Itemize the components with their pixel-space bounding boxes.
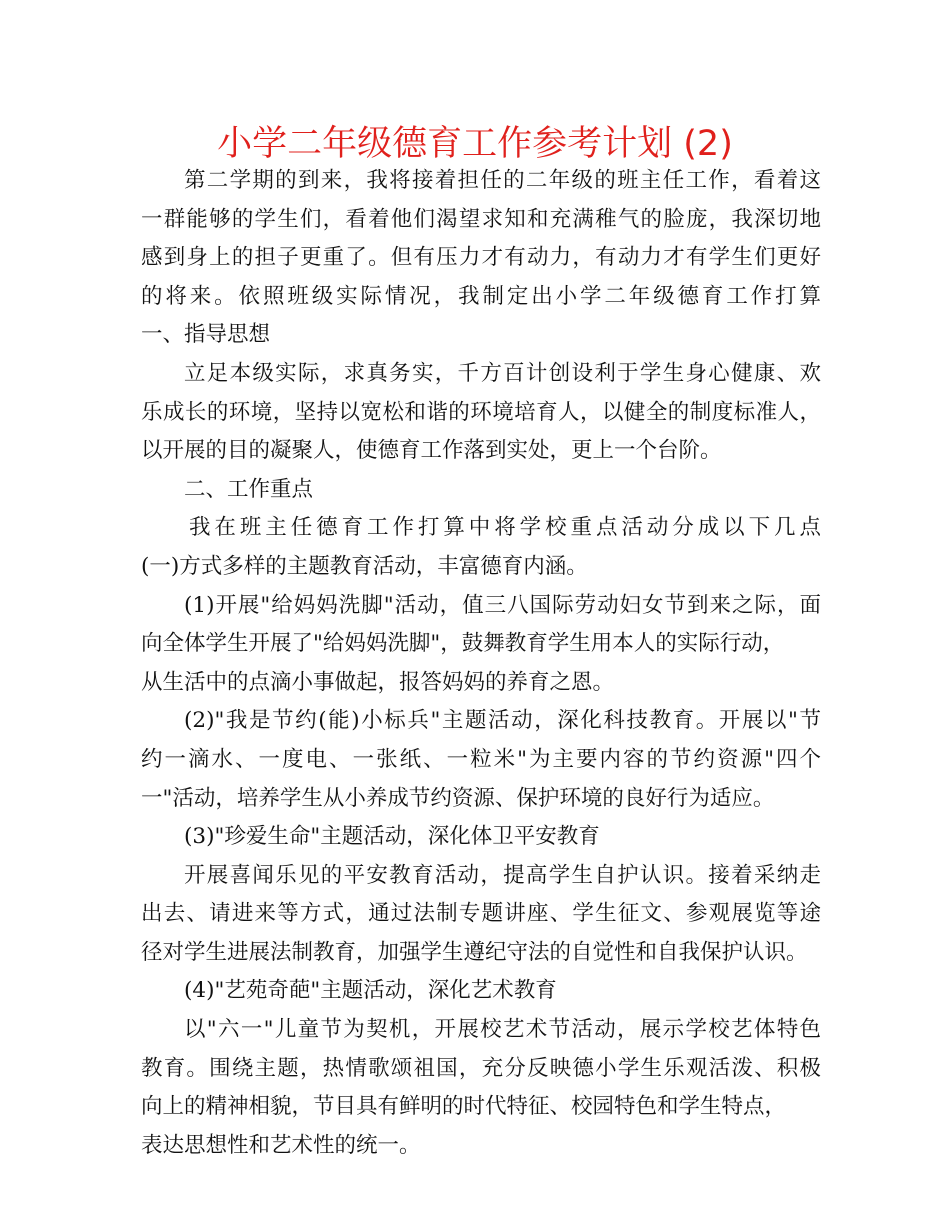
- paragraph-line: 出去、请进来等方式，通过法制专题讲座、学生征文、参观展览等途: [141, 901, 821, 927]
- paragraph-line: 一群能够的学生们，看着他们渴望求知和充满稚气的脸庞，我深切地: [141, 206, 821, 232]
- paragraph-line: (4)"艺苑奇葩"主题活动，深化艺术教育: [184, 978, 557, 1004]
- paragraph-line: 我在班主任德育工作打算中将学校重点活动分成以下几点: [189, 515, 821, 541]
- paragraph-line: 感到身上的担子更重了。但有压力才有动力，有动力才有学生们更好: [141, 245, 821, 271]
- paragraph-line: 从生活中的点滴小事做起，报答妈妈的养育之恩。: [141, 669, 615, 695]
- paragraph-line: 约一滴水、一度电、一张纸、一粒米"为主要内容的节约资源"四个: [141, 746, 821, 772]
- paragraph-line: 一"活动，培养学生从小养成节约资源、保护环境的良好行为适应。: [141, 785, 775, 811]
- paragraph-line: 第二学期的到来，我将接着担任的二年级的班主任工作，看着这: [184, 168, 821, 193]
- document-body: [141, 162, 821, 1165]
- paragraph-line: 以开展的目的凝聚人，使德育工作落到实处，更上一个台阶。: [141, 438, 722, 464]
- section-heading: 一、指导思想: [141, 322, 271, 348]
- paragraph-line: 向上的精神相貌，节目具有鲜明的时代特征、校园特色和学生特点，: [141, 1094, 787, 1120]
- paragraph-line: (1)开展"给妈妈洗脚"活动，值三八国际劳动妇女节到来之际，面: [184, 592, 821, 618]
- paragraph-line: 的将来。依照班级实际情况，我制定出小学二年级德育工作打算: [141, 283, 821, 309]
- paragraph-line: (3)"珍爱生命"主题活动，深化体卫平安教育: [184, 824, 600, 850]
- paragraph-line: (一)方式多样的主题教育活动，丰富德育内涵。: [141, 553, 588, 579]
- section-heading: 二、工作重点: [184, 476, 314, 502]
- paragraph-line: 径对学生进展法制教育，加强学生遵纪守法的自觉性和自我保护认识。: [141, 939, 808, 965]
- paragraph-line: 乐成长的环境，坚持以宽松和谐的环境培育人，以健全的制度标准人，: [141, 399, 821, 425]
- paragraph-line: 向全体学生开展了"给妈妈洗脚"，鼓舞教育学生用本人的实际行动，: [141, 631, 785, 657]
- paragraph-line: 以"六一"儿童节为契机，开展校艺术节活动，展示学校艺体特色: [184, 1017, 821, 1043]
- paragraph-line: 开展喜闻乐见的平安教育活动，提高学生自护认识。接着采纳走: [184, 862, 821, 888]
- paragraph-line: 立足本级实际，求真务实，千方百计创设利于学生身心健康、欢: [184, 360, 821, 386]
- document-title: 小学二年级德育工作参考计划 (2): [217, 124, 733, 164]
- paragraph-line: 教育。围绕主题，热情歌颂祖国，充分反映德小学生乐观活泼、积极: [141, 1055, 821, 1081]
- paragraph-line: (2)"我是节约(能)小标兵"主题活动，深化科技教育。开展以"节: [184, 708, 821, 734]
- paragraph-line: 表达思想性和艺术性的统一。: [141, 1132, 421, 1158]
